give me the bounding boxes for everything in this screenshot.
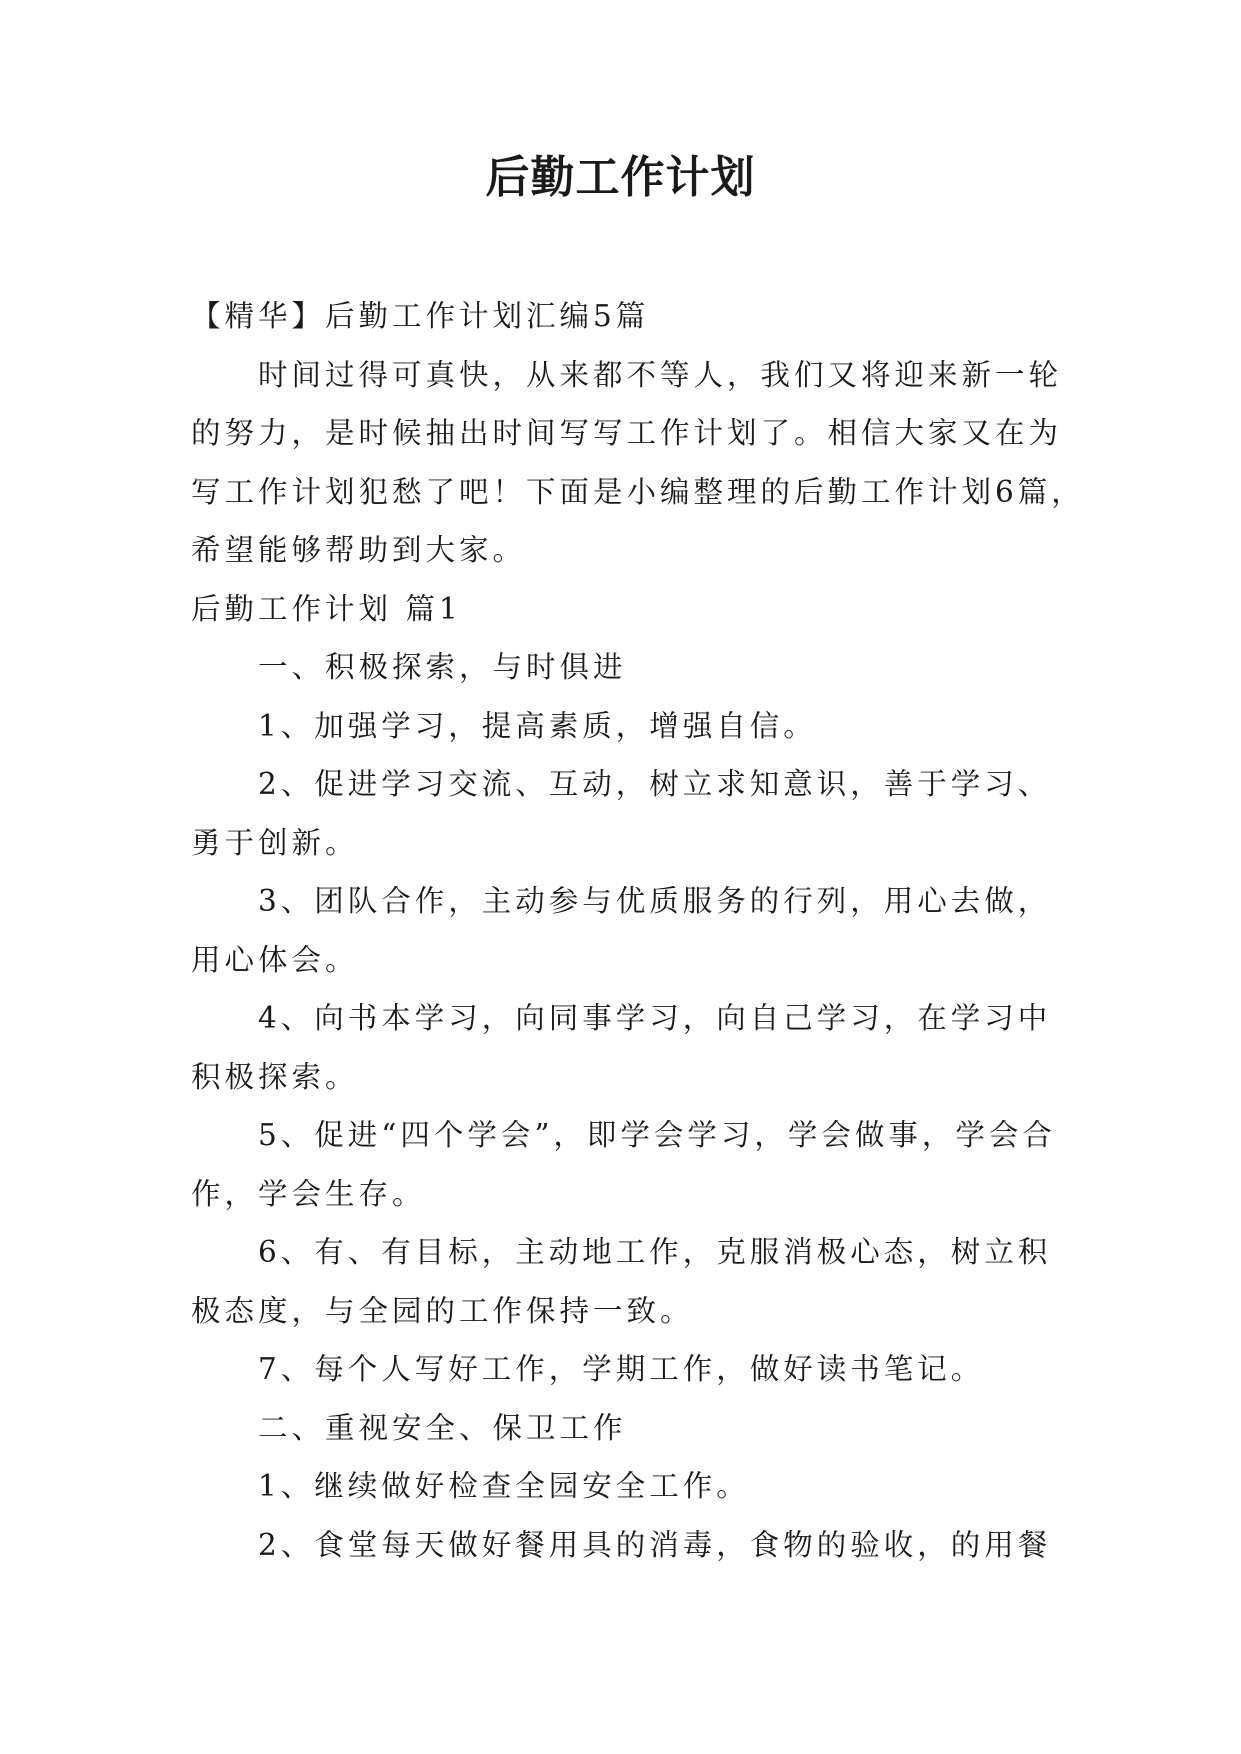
document-title: 后勤工作计划 <box>485 152 756 203</box>
paragraph-line: 二、重视安全、保卫工作 <box>258 1410 627 1445</box>
paragraph-line: 的努力，是时候抽出时间写写工作计划了。相信大家又在为 <box>191 416 1063 450</box>
paragraph-line: 极态度，与全园的工作保持一致。 <box>191 1293 694 1328</box>
paragraph-line: 积极探索。 <box>191 1059 359 1094</box>
paragraph-line: 作，学会生存。 <box>191 1176 426 1211</box>
paragraph-line: 1、继续做好检查全园安全工作。 <box>258 1469 750 1503</box>
paragraph-line: 2、食堂每天做好餐用具的消毒，食物的验收，的用餐 <box>258 1527 1052 1562</box>
paragraph-line: 一、积极探索，与时俱进 <box>258 650 627 684</box>
paragraph-line: 3、团队合作，主动参与优质服务的行列，用心去做， <box>258 884 1052 918</box>
document-body <box>191 287 1085 1574</box>
paragraph-line: 希望能够帮助到大家。 <box>191 533 527 567</box>
paragraph-line: 5、促进“四个学会”，即学会学习，学会做事，学会合 <box>258 1118 1056 1152</box>
paragraph-line: 4、向书本学习，向同事学习，向自己学习，在学习中 <box>258 1001 1052 1035</box>
paragraph-line: 写工作计划犯愁了吧！下面是小编整理的后勤工作计划6篇， <box>191 474 1085 509</box>
paragraph-line: 7、每个人写好工作，学期工作，做好读书笔记。 <box>258 1352 985 1386</box>
paragraph-line: 时间过得可真快，从来都不等人，我们又将迎来新一轮 <box>258 357 1063 392</box>
paragraph-line: 勇于创新。 <box>191 825 359 860</box>
paragraph-line: 1、加强学习，提高素质，增强自信。 <box>258 708 817 743</box>
paragraph-line: 2、促进学习交流、互动，树立求知意识，善于学习、 <box>258 767 1052 801</box>
section-heading: 后勤工作计划 篇1 <box>191 591 462 626</box>
paragraph-line: 6、有、有目标，主动地工作，克服消极心态，树立积 <box>258 1235 1052 1269</box>
subtitle-line: 【精华】后勤工作计划汇编5篇 <box>191 299 650 333</box>
paragraph-line: 用心体会。 <box>191 942 359 977</box>
